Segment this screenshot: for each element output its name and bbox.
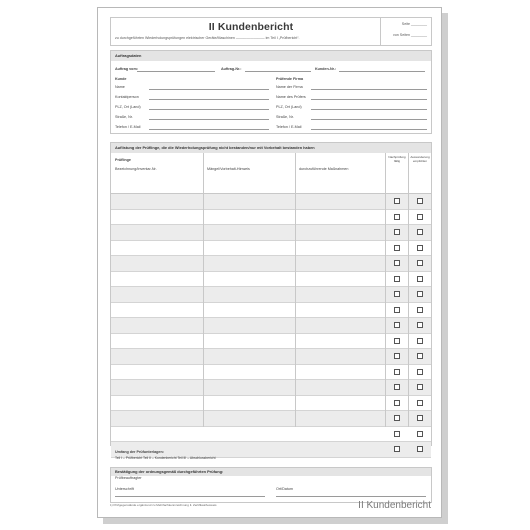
customer-city-field[interactable] bbox=[149, 109, 269, 110]
table-row[interactable] bbox=[111, 365, 431, 381]
testing-company-heading: Prüfende Firma bbox=[276, 77, 304, 81]
devices-rows bbox=[111, 194, 431, 458]
customer-phone-field[interactable] bbox=[149, 129, 269, 130]
table-row[interactable] bbox=[111, 380, 431, 396]
order-date-field[interactable] bbox=[137, 71, 215, 72]
recheck-checkbox[interactable] bbox=[394, 276, 400, 282]
devices-table bbox=[111, 153, 431, 458]
footer-brand: II Kundenbericht bbox=[358, 500, 431, 511]
decommission-checkbox[interactable] bbox=[417, 384, 423, 390]
form-subtitle: zu durchgeführten Wiederholungsprüfungen elektrischer Geräte/Maschinen ———————— im Teil I „Prüfbericht“. bbox=[115, 36, 300, 40]
table-row[interactable] bbox=[111, 349, 431, 365]
place-date-label: Ort/Datum bbox=[276, 487, 294, 491]
signature-label: Unterschrift bbox=[115, 487, 134, 491]
decommission-checkbox[interactable] bbox=[417, 260, 423, 266]
order-no-label: Auftrag-Nr.: bbox=[221, 67, 242, 71]
recheck-checkbox[interactable] bbox=[394, 229, 400, 235]
recheck-checkbox[interactable] bbox=[394, 322, 400, 328]
form-page bbox=[97, 7, 442, 518]
decommission-checkbox[interactable] bbox=[417, 446, 423, 452]
place-date-field[interactable] bbox=[276, 496, 426, 497]
table-row[interactable] bbox=[111, 334, 431, 350]
decommission-checkbox[interactable] bbox=[417, 369, 423, 375]
devices-table-header bbox=[111, 153, 431, 194]
table-row[interactable] bbox=[111, 225, 431, 241]
customer-street-field[interactable] bbox=[149, 119, 269, 120]
decommission-checkbox[interactable] bbox=[417, 214, 423, 220]
confirmation-heading: Bestätigung der ordnungsgemäß durchgeführten Prüfung: bbox=[111, 468, 431, 476]
col-devices-sub: Bezeichnung/Inventar-Nr. bbox=[115, 167, 157, 171]
order-section bbox=[110, 50, 432, 134]
table-row[interactable] bbox=[111, 411, 431, 427]
recheck-checkbox[interactable] bbox=[394, 431, 400, 437]
form-title: II Kundenbericht bbox=[208, 21, 294, 33]
recheck-checkbox[interactable] bbox=[394, 291, 400, 297]
page-number-box bbox=[380, 18, 431, 45]
decommission-checkbox[interactable] bbox=[417, 307, 423, 313]
customer-city-label: PLZ, Ort (Land) bbox=[115, 105, 141, 109]
recheck-checkbox[interactable] bbox=[394, 260, 400, 266]
customer-no-label: Kunden-Nr.: bbox=[315, 67, 337, 71]
col-divider bbox=[295, 153, 296, 427]
company-phone-field[interactable] bbox=[311, 129, 427, 130]
company-name-label: Name der Firma bbox=[276, 85, 303, 89]
table-row[interactable] bbox=[111, 287, 431, 303]
decommission-checkbox[interactable] bbox=[417, 291, 423, 297]
company-street-field[interactable] bbox=[311, 119, 427, 120]
of-pages-field[interactable]: von Seiten ________ bbox=[393, 33, 427, 37]
order-date-label: Auftrag vom: bbox=[115, 67, 138, 71]
tester-name-field[interactable] bbox=[311, 99, 427, 100]
company-city-label: PLZ, Ort (Land) bbox=[276, 105, 302, 109]
company-phone-label: Telefon / E-Mail bbox=[276, 125, 302, 129]
scope-items: Teil I – Prüfbericht Teil II – Kundenbericht Teil III – Abschlussbericht bbox=[115, 456, 216, 460]
table-row[interactable] bbox=[111, 194, 431, 210]
header-box bbox=[110, 17, 432, 46]
table-row[interactable] bbox=[111, 241, 431, 257]
table-row[interactable] bbox=[111, 303, 431, 319]
decommission-checkbox[interactable] bbox=[417, 353, 423, 359]
recheck-checkbox[interactable] bbox=[394, 384, 400, 390]
decommission-checkbox[interactable] bbox=[417, 198, 423, 204]
recheck-checkbox[interactable] bbox=[394, 369, 400, 375]
signature-field[interactable] bbox=[115, 496, 265, 497]
decommission-checkbox[interactable] bbox=[417, 431, 423, 437]
decommission-checkbox[interactable] bbox=[417, 322, 423, 328]
tester-label: Prüfbeauftragter bbox=[115, 476, 142, 480]
col-defects: Mängel/Vorbehalt-Hinweis bbox=[207, 167, 250, 171]
recheck-checkbox[interactable] bbox=[394, 415, 400, 421]
footnote: 1) Prüfgegenstände ergänzend zu Mehrfachkennzeichnung It. Zertifikat/Ausweis bbox=[110, 503, 217, 507]
customer-street-label: Straße, Nr. bbox=[115, 115, 133, 119]
company-city-field[interactable] bbox=[311, 109, 427, 110]
customer-heading: Kunde bbox=[115, 77, 127, 81]
col-recheck: Nachprüfung fällig bbox=[388, 155, 406, 163]
order-heading: Auftragsdaten bbox=[111, 51, 431, 61]
devices-section bbox=[110, 142, 432, 446]
table-row[interactable] bbox=[111, 210, 431, 226]
decommission-checkbox[interactable] bbox=[417, 245, 423, 251]
col-devices-title: Prüflinge bbox=[115, 158, 131, 162]
col-divider bbox=[408, 153, 409, 427]
recheck-checkbox[interactable] bbox=[394, 245, 400, 251]
company-name-field[interactable] bbox=[311, 89, 427, 90]
col-divider bbox=[385, 153, 386, 427]
customer-contact-label: Kontaktperson bbox=[115, 95, 139, 99]
devices-heading: Auflistung der Prüflinge, die die Wiederholungsprüfung nicht bestanden/nur mit Vorbehalt bestanden haben bbox=[111, 143, 431, 153]
decommission-checkbox[interactable] bbox=[417, 276, 423, 282]
recheck-checkbox[interactable] bbox=[394, 353, 400, 359]
col-divider bbox=[203, 153, 204, 427]
recheck-checkbox[interactable] bbox=[394, 446, 400, 452]
table-row[interactable] bbox=[111, 272, 431, 288]
customer-name-field[interactable] bbox=[149, 89, 269, 90]
recheck-checkbox[interactable] bbox=[394, 400, 400, 406]
customer-no-field[interactable] bbox=[339, 71, 425, 72]
recheck-checkbox[interactable] bbox=[394, 338, 400, 344]
decommission-checkbox[interactable] bbox=[417, 338, 423, 344]
table-row[interactable] bbox=[111, 427, 431, 443]
tester-name-label: Name des Prüfers bbox=[276, 95, 306, 99]
recheck-checkbox[interactable] bbox=[394, 307, 400, 313]
col-decommission: Aussonderung empfohlen bbox=[410, 155, 430, 163]
scope-heading: Umfang der Prüfunterlagen: bbox=[115, 450, 164, 454]
decommission-checkbox[interactable] bbox=[417, 229, 423, 235]
table-row[interactable] bbox=[111, 318, 431, 334]
col-measures: durchzuführende Maßnahmen bbox=[299, 167, 349, 171]
customer-name-label: Name bbox=[115, 85, 125, 89]
customer-contact-field[interactable] bbox=[149, 99, 269, 100]
order-no-field[interactable] bbox=[245, 71, 311, 72]
decommission-checkbox[interactable] bbox=[417, 400, 423, 406]
page-field[interactable]: Seite ________ bbox=[401, 22, 427, 26]
recheck-checkbox[interactable] bbox=[394, 198, 400, 204]
confirmation-section bbox=[110, 467, 432, 503]
decommission-checkbox[interactable] bbox=[417, 415, 423, 421]
recheck-checkbox[interactable] bbox=[394, 214, 400, 220]
table-row[interactable] bbox=[111, 256, 431, 272]
company-street-label: Straße, Nr. bbox=[276, 115, 294, 119]
table-row[interactable] bbox=[111, 396, 431, 412]
customer-phone-label: Telefon / E-Mail bbox=[115, 125, 141, 129]
